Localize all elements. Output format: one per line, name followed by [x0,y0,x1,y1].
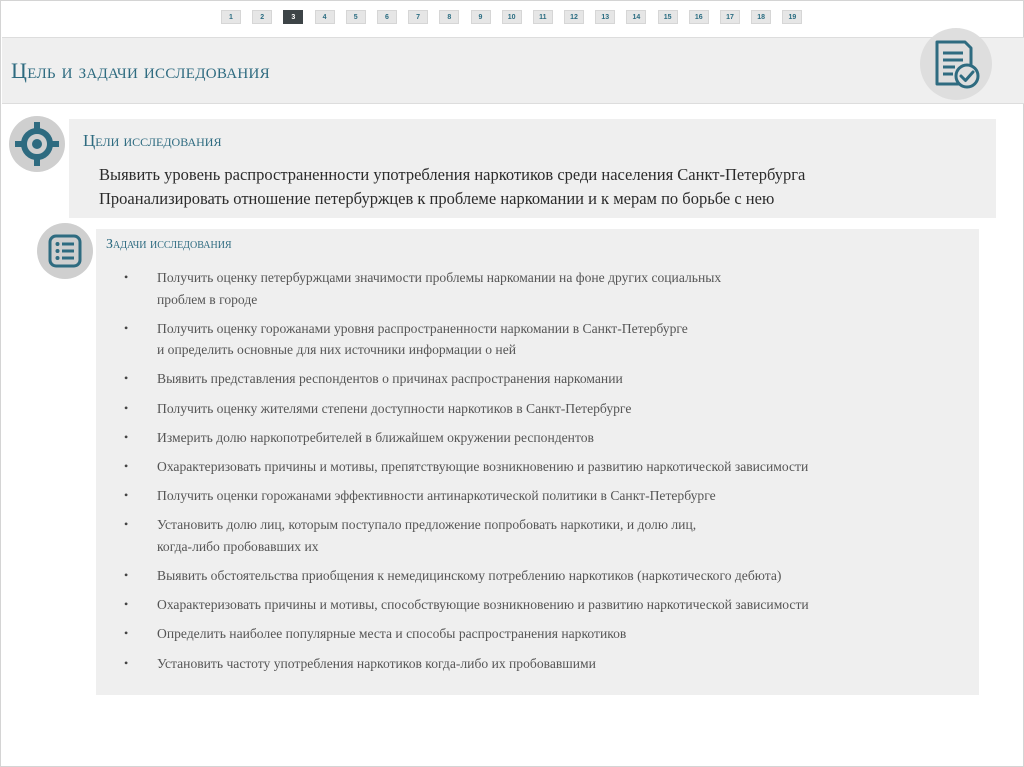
bullet-icon: • [124,655,129,670]
bullet-icon: • [124,320,129,335]
bullet-icon: • [124,429,129,444]
list-item [96,594,966,616]
task-text: Охарактеризовать причины и мотивы, препятствующие возникновению и развитию наркотической зависимости [157,458,809,474]
page-button-6[interactable]: 6 [377,10,397,24]
bullet-icon: • [124,270,129,284]
goals-section [69,119,996,218]
task-text: Охарактеризовать причины и мотивы, способствующие возникновению и развитию наркотической зависимости [157,597,809,613]
target-icon [9,116,65,172]
list-item [96,267,966,310]
task-text: Получить оценку горожанами уровня распространенности наркомании в Санкт-Петербурге и определить основные для них источники информации о ней [157,320,688,358]
list-item [96,565,966,587]
page-button-13[interactable]: 13 [595,10,615,24]
goal-line: Проанализировать отношение петербуржцев к проблеме наркомании и к мерам по борьбе с нею [99,189,775,208]
page-button-9[interactable]: 9 [471,10,491,24]
page-button-3[interactable]: 3 [283,10,303,24]
list-icon [37,223,93,279]
tasks-list [96,267,966,682]
page-button-14[interactable]: 14 [626,10,646,24]
checklist-document-icon [920,28,992,100]
page-button-5[interactable]: 5 [346,10,366,24]
page-button-18[interactable]: 18 [751,10,771,24]
goals-title: Цели исследования [83,131,222,150]
goals-text [99,163,805,211]
list-item [96,398,966,420]
page-button-17[interactable]: 17 [720,10,740,24]
bullet-icon: • [124,458,129,473]
bullet-icon: • [124,568,129,582]
bullet-icon: • [124,517,129,532]
page-button-4[interactable]: 4 [315,10,335,24]
page-button-15[interactable]: 15 [658,10,678,24]
task-text: Получить оценки горожанами эффективности антинаркотической политики в Санкт-Петербурге [157,488,716,504]
bullet-icon: • [124,371,129,386]
page-button-19[interactable]: 19 [782,10,802,24]
page-button-2[interactable]: 2 [252,10,272,24]
list-item [96,318,966,361]
page-navigation [221,10,814,24]
tasks-section [96,229,979,695]
page-button-1[interactable]: 1 [221,10,241,24]
bullet-icon: • [124,597,129,612]
list-item [96,514,966,557]
list-item [96,368,966,390]
task-text: Измерить долю наркопотребителей в ближайшем окружении респондентов [157,429,594,445]
page-button-16[interactable]: 16 [689,10,709,24]
task-text: Определить наиболее популярные места и способы распространения наркотиков [157,626,627,642]
list-item [96,653,966,675]
page-button-8[interactable]: 8 [439,10,459,24]
list-item [96,456,966,478]
task-text: Выявить представления респондентов о причинах распространения наркомании [157,371,623,387]
page-button-11[interactable]: 11 [533,10,553,24]
task-text: Получить оценку жителями степени доступности наркотиков в Санкт-Петербурге [157,400,632,416]
task-text: Установить долю лиц, которым поступало предложение попробовать наркотики, и долю лиц, когда-либо пробовавших их [157,517,697,554]
task-text: Выявить обстоятельства приобщения к немедицинскому потреблению наркотиков (наркотического дебюта) [157,568,782,583]
page-title: Цель и задачи исследования [11,58,270,83]
bullet-icon: • [124,400,129,415]
page-button-12[interactable]: 12 [564,10,584,24]
page-button-7[interactable]: 7 [408,10,428,24]
bullet-icon: • [124,626,129,641]
tasks-title: Задачи исследования [106,237,232,252]
task-text: Установить частоту употребления наркотиков когда-либо их пробовавшими [157,655,596,671]
list-item [96,485,966,507]
list-item [96,623,966,645]
page-button-10[interactable]: 10 [502,10,522,24]
task-text: Получить оценку петербуржцами значимости проблемы наркомании на фоне других социальных проблем в городе [157,270,722,307]
header-band [2,37,1024,104]
bullet-icon: • [124,488,129,503]
list-item [96,427,966,449]
goal-line: Выявить уровень распространенности употребления наркотиков среди населения Санкт-Петербурга [99,165,806,184]
